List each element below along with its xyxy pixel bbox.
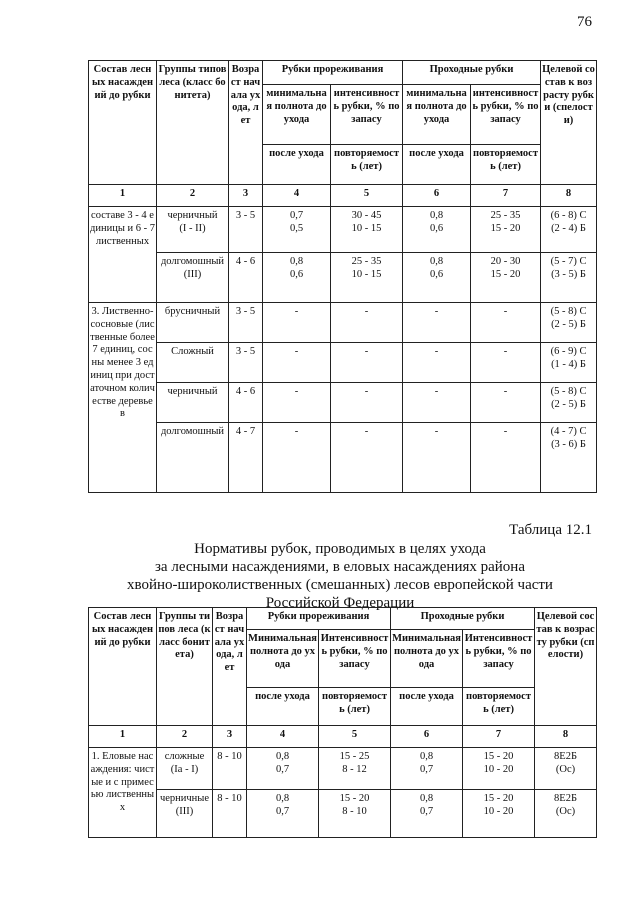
age-cell: 4 - 7 <box>229 423 263 493</box>
forest-type-cell: долгомошный <box>157 423 229 493</box>
min-density-cell: 0,8 0,6 <box>403 207 471 253</box>
composition-cell: 1. Еловые насаждения: чистые и с примесью лиственных <box>89 748 157 838</box>
forest-type-cell: черничный <box>157 383 229 423</box>
intensity-cell: - <box>331 423 403 493</box>
min-density-cell: - <box>263 343 331 383</box>
forest-care-table-continued <box>88 60 597 493</box>
age-cell: 4 - 6 <box>229 383 263 423</box>
min-density-cell: 0,8 0,6 <box>263 253 331 303</box>
target-cell: (6 - 8) С (2 - 4) Б <box>541 207 597 253</box>
column-number: 1 <box>89 185 157 207</box>
column-number: 2 <box>157 185 229 207</box>
intensity-cell: - <box>331 343 403 383</box>
table-label: Таблица 12.1 <box>509 522 592 538</box>
header-forest-type-group: Группы типов леса (класс бонитета) <box>157 608 213 726</box>
intensity-cell: - <box>471 423 541 493</box>
intensity-cell: 30 - 45 10 - 15 <box>331 207 403 253</box>
table-row <box>89 383 597 423</box>
age-cell: 3 - 5 <box>229 207 263 253</box>
forest-type-cell: черничный (I - II) <box>157 207 229 253</box>
intensity-cell: 15 - 20 10 - 20 <box>463 748 535 790</box>
intensity-cell: - <box>471 303 541 343</box>
column-number: 7 <box>471 185 541 207</box>
age-cell: 8 - 10 <box>213 790 247 838</box>
header-repeat: повторяемость (лет) <box>319 688 391 726</box>
header-after-care: после ухода <box>263 145 331 185</box>
table-row <box>89 207 597 253</box>
target-cell: 8Е2Б (Ос) <box>535 748 597 790</box>
header-forest-type-group: Группы типов леса (класс бонитета) <box>157 61 229 185</box>
column-number: 2 <box>157 726 213 748</box>
column-number: 4 <box>247 726 319 748</box>
header-age: Возраст начала ухода, лет <box>229 61 263 185</box>
intensity-cell: 20 - 30 15 - 20 <box>471 253 541 303</box>
header-repeat: повторяемость (лет) <box>471 145 541 185</box>
table-row <box>89 253 597 303</box>
page-number: 76 <box>577 14 592 30</box>
column-number: 5 <box>331 185 403 207</box>
intensity-cell: 25 - 35 15 - 20 <box>471 207 541 253</box>
header-passage: Проходные рубки <box>391 608 535 630</box>
column-number: 8 <box>535 726 597 748</box>
header-intensity: Интенсивность рубки, % по запасу <box>463 630 535 688</box>
header-after-care: после ухода <box>403 145 471 185</box>
min-density-cell: - <box>263 383 331 423</box>
composition-cell: составе 3 - 4 единицы и 6 - 7 лиственных <box>89 207 157 303</box>
age-cell: 3 - 5 <box>229 303 263 343</box>
min-density-cell: 0,8 0,7 <box>247 748 319 790</box>
target-cell: (5 - 8) С (2 - 5) Б <box>541 303 597 343</box>
column-number: 6 <box>391 726 463 748</box>
header-intensity: интенсивность рубки, % по запасу <box>331 85 403 145</box>
header-age: Возраст начала ухода, лет <box>213 608 247 726</box>
header-min-density: минимальная полнота до ухода <box>263 85 331 145</box>
target-cell: 8Е2Б (Ос) <box>535 790 597 838</box>
age-cell: 8 - 10 <box>213 748 247 790</box>
intensity-cell: - <box>331 303 403 343</box>
target-cell: (5 - 8) С (2 - 5) Б <box>541 383 597 423</box>
header-min-density: Минимальная полнота до ухода <box>247 630 319 688</box>
table-row <box>89 790 597 838</box>
intensity-cell: - <box>471 383 541 423</box>
column-number: 4 <box>263 185 331 207</box>
intensity-cell: - <box>471 343 541 383</box>
header-repeat: повторяемость (лет) <box>463 688 535 726</box>
intensity-cell: 15 - 25 8 - 12 <box>319 748 391 790</box>
min-density-cell: 0,7 0,5 <box>263 207 331 253</box>
header-min-density: минимальная полнота до ухода <box>403 85 471 145</box>
composition-cell: 3. Лиственно-сосновые (лиственные более 7 единиц, сосны менее 3 единиц при достаточном количестве деревьев <box>89 303 157 493</box>
min-density-cell: 0,8 0,7 <box>247 790 319 838</box>
min-density-cell: - <box>263 303 331 343</box>
header-intensity: интенсивность рубки, % по запасу <box>471 85 541 145</box>
target-cell: (6 - 9) С (1 - 4) Б <box>541 343 597 383</box>
column-number: 7 <box>463 726 535 748</box>
table-title: Нормативы рубок, проводимых в целях ухода за лесными насаждениями, в еловых насаждениях района хвойно-широколиственных (смешанных) лесов европейской части Российской Федерации <box>127 541 553 611</box>
forest-type-cell: долгомошный (III) <box>157 253 229 303</box>
header-min-density: Минимальная полнота до ухода <box>391 630 463 688</box>
column-number: 3 <box>229 185 263 207</box>
min-density-cell: - <box>403 303 471 343</box>
intensity-cell: 25 - 35 10 - 15 <box>331 253 403 303</box>
header-intensity: Интенсивность рубки, % по запасу <box>319 630 391 688</box>
header-after-care: после ухода <box>247 688 319 726</box>
column-number: 3 <box>213 726 247 748</box>
min-density-cell: - <box>403 343 471 383</box>
intensity-cell: 15 - 20 10 - 20 <box>463 790 535 838</box>
forest-type-cell: сложные (Iа - I) <box>157 748 213 790</box>
table-row <box>89 423 597 493</box>
column-number: 1 <box>89 726 157 748</box>
header-target: Целевой состав к возрасту рубки (спелости) <box>535 608 597 726</box>
column-number: 8 <box>541 185 597 207</box>
min-density-cell: - <box>403 423 471 493</box>
forest-type-cell: брусничный <box>157 303 229 343</box>
header-repeat: повторяемость (лет) <box>331 145 403 185</box>
header-passage: Проходные рубки <box>403 61 541 85</box>
header-composition: Состав лесных насаждений до рубки <box>89 608 157 726</box>
min-density-cell: - <box>403 383 471 423</box>
spruce-forest-care-table <box>88 607 597 838</box>
header-thinning: Рубки прореживания <box>247 608 391 630</box>
table-row <box>89 303 597 343</box>
forest-type-cell: черничные (III) <box>157 790 213 838</box>
header-target: Целевой состав к возрасту рубки (спелости) <box>541 61 597 185</box>
table-row <box>89 748 597 790</box>
column-number: 5 <box>319 726 391 748</box>
intensity-cell: - <box>331 383 403 423</box>
target-cell: (4 - 7) С (3 - 6) Б <box>541 423 597 493</box>
age-cell: 4 - 6 <box>229 253 263 303</box>
header-composition: Состав лесных насаждений до рубки <box>89 61 157 185</box>
min-density-cell: 0,8 0,7 <box>391 790 463 838</box>
header-after-care: после ухода <box>391 688 463 726</box>
column-number: 6 <box>403 185 471 207</box>
min-density-cell: - <box>263 423 331 493</box>
age-cell: 3 - 5 <box>229 343 263 383</box>
min-density-cell: 0,8 0,7 <box>391 748 463 790</box>
header-thinning: Рубки прореживания <box>263 61 403 85</box>
min-density-cell: 0,8 0,6 <box>403 253 471 303</box>
target-cell: (5 - 7) С (3 - 5) Б <box>541 253 597 303</box>
intensity-cell: 15 - 20 8 - 10 <box>319 790 391 838</box>
table-row <box>89 343 597 383</box>
forest-type-cell: Сложный <box>157 343 229 383</box>
